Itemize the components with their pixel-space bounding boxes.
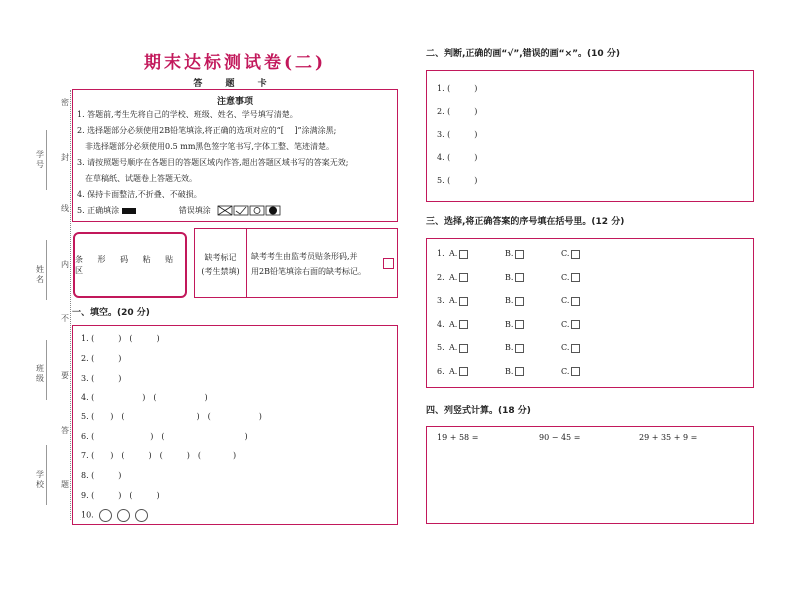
- name-label: 姓名: [36, 265, 44, 284]
- choice-option-label: A.: [449, 249, 458, 258]
- choice-checkbox[interactable]: [459, 320, 468, 329]
- choice-option-label: C.: [561, 343, 570, 352]
- calc-problem: 29 + 35 + 9 =: [639, 433, 698, 442]
- choice-option-label: A.: [449, 366, 458, 376]
- binding-char: 内: [61, 260, 69, 269]
- binding-line: [70, 90, 71, 520]
- school-label: 学校: [36, 470, 44, 489]
- choice-option-label: B.: [505, 249, 514, 258]
- choice-option-label: A.: [449, 296, 458, 305]
- wrong-fill-label: 错误填涂: [178, 206, 211, 215]
- choice-checkbox[interactable]: [515, 367, 524, 376]
- fill-item[interactable]: 4. ( ) ( ): [81, 393, 208, 402]
- notice-title: 注意事项: [216, 97, 253, 107]
- correct-fill-label: 5. 正确填涂: [77, 206, 120, 215]
- choice-option-label: C.: [561, 319, 570, 329]
- fill-item[interactable]: 9. ( ) ( ): [81, 491, 160, 500]
- choice-option[interactable]: [505, 249, 524, 259]
- choice-option[interactable]: [449, 296, 468, 306]
- fill-line: [46, 130, 47, 190]
- correct-fill-mark: [122, 208, 136, 214]
- choice-option-label: B.: [505, 272, 514, 282]
- page-subtitle: 答 题 卡: [193, 79, 277, 89]
- choice-checkbox[interactable]: [459, 344, 468, 353]
- judge-item[interactable]: 3. ( ): [437, 130, 478, 139]
- fill-line: [46, 340, 47, 400]
- choice-checkbox[interactable]: [515, 273, 524, 282]
- calc-problem: 19 + 58 =: [437, 433, 479, 442]
- fill-example-row: [73, 203, 397, 219]
- choice-option[interactable]: [449, 367, 468, 377]
- section3-answer-box: [426, 238, 754, 388]
- choice-row-number: 5.: [437, 343, 445, 352]
- judge-item[interactable]: 5. ( ): [437, 176, 478, 185]
- choice-checkbox[interactable]: [515, 320, 524, 329]
- choice-option-label: A.: [449, 343, 458, 352]
- absent-instruction: 用2B铅笔填涂右面的缺考标记。: [251, 267, 366, 276]
- page-title: 期末达标测试卷(二): [143, 53, 327, 73]
- choice-option[interactable]: [505, 343, 524, 353]
- notice-rule: 在草稿纸、试题卷上答题无效。: [77, 174, 197, 183]
- choice-row-number: 1.: [437, 249, 445, 258]
- class-label: 班级: [36, 364, 44, 383]
- student-id-label: 学号: [36, 150, 44, 169]
- choice-option[interactable]: [561, 249, 580, 259]
- fill-item[interactable]: 6. ( ) ( ): [81, 432, 248, 441]
- choice-option[interactable]: [505, 273, 524, 283]
- choice-option-label: B.: [505, 296, 514, 305]
- choice-checkbox[interactable]: [571, 344, 580, 353]
- notice-rule: 4. 保持卡面整洁,不折叠、不破损。: [77, 190, 202, 199]
- section2-title: 二、判断,正确的画“√”,错误的画“×”。(10 分): [426, 49, 620, 59]
- choice-option-label: B.: [505, 343, 514, 352]
- choice-option[interactable]: [561, 296, 580, 306]
- answer-circle[interactable]: [135, 509, 148, 522]
- fill-item[interactable]: 2. ( ): [81, 354, 122, 363]
- section4-answer-box: [426, 426, 754, 524]
- choice-checkbox[interactable]: [571, 250, 580, 259]
- choice-checkbox[interactable]: [571, 273, 580, 282]
- fill-item-10: [81, 509, 148, 522]
- choice-checkbox[interactable]: [571, 320, 580, 329]
- judge-item[interactable]: 1. ( ): [437, 84, 478, 93]
- notice-rule: 3. 请按照题号顺序在各题目的答题区域内作答,超出答题区域书写的答案无效;: [77, 158, 349, 167]
- choice-checkbox[interactable]: [571, 367, 580, 376]
- fill-item[interactable]: 1. ( ) ( ): [81, 334, 160, 343]
- notice-rule: 非选择题部分必须使用0.5 mm黑色签字笔书写,字体工整、笔迹清楚。: [77, 142, 334, 151]
- binding-char: 不: [61, 314, 69, 323]
- choice-option-label: A.: [449, 319, 458, 329]
- choice-checkbox[interactable]: [459, 297, 468, 306]
- choice-checkbox[interactable]: [459, 250, 468, 259]
- choice-option-label: A.: [449, 272, 458, 282]
- fill-item[interactable]: 3. ( ): [81, 374, 122, 383]
- choice-checkbox[interactable]: [459, 367, 468, 376]
- choice-option-label: C.: [561, 366, 570, 376]
- absent-mark-box: [194, 228, 398, 298]
- fill-item[interactable]: 8. ( ): [81, 471, 122, 480]
- choice-option-label: B.: [505, 366, 514, 376]
- choice-option[interactable]: [561, 273, 580, 283]
- fill-item[interactable]: 7. ( ) ( ) ( ) ( ): [81, 451, 237, 460]
- wrong-fill-marks-icon: [217, 205, 287, 217]
- notice-box: [72, 89, 398, 222]
- absent-checkbox[interactable]: [383, 258, 394, 269]
- choice-checkbox[interactable]: [459, 273, 468, 282]
- item-number: 10.: [81, 510, 94, 520]
- fill-item[interactable]: 5. ( ) ( ) ( ): [81, 412, 262, 421]
- binding-char: 要: [61, 371, 69, 380]
- choice-row-number: 6.: [437, 366, 445, 376]
- section4-title: 四、列竖式计算。(18 分): [426, 406, 531, 416]
- choice-checkbox[interactable]: [515, 344, 524, 353]
- choice-row-number: 4.: [437, 319, 445, 329]
- fill-line: [46, 240, 47, 300]
- choice-checkbox[interactable]: [515, 297, 524, 306]
- calc-problem: 90 − 45 =: [539, 433, 581, 442]
- choice-option[interactable]: [449, 320, 468, 330]
- binding-char: 封: [61, 153, 69, 162]
- choice-checkbox[interactable]: [515, 250, 524, 259]
- absent-sublabel: (考生禁填): [201, 267, 240, 276]
- judge-item[interactable]: 4. ( ): [437, 153, 478, 162]
- choice-option[interactable]: [449, 343, 468, 353]
- choice-option-label: B.: [505, 319, 514, 329]
- choice-option[interactable]: [505, 320, 524, 330]
- judge-item[interactable]: 2. ( ): [437, 107, 478, 116]
- choice-option[interactable]: [505, 367, 524, 377]
- binding-char: 线: [61, 204, 69, 213]
- choice-row-number: 2.: [437, 272, 445, 282]
- answer-circle[interactable]: [99, 509, 112, 522]
- section1-title: 一、填空。(20 分): [72, 308, 150, 318]
- choice-option-label: C.: [561, 272, 570, 282]
- absent-label: 缺考标记: [204, 253, 237, 262]
- answer-circle[interactable]: [117, 509, 130, 522]
- choice-checkbox[interactable]: [571, 297, 580, 306]
- notice-rule: 2. 选择题部分必须使用2B铅笔填涂,将正确的选项对应的“[ ]”涂满涂黑;: [77, 126, 337, 135]
- notice-rule: 1. 答题前,考生先将自己的学校、班级、姓名、学号填写清楚。: [77, 110, 298, 119]
- binding-char: 密: [61, 98, 69, 107]
- section1-answer-box: [72, 325, 398, 525]
- section2-answer-box: [426, 70, 754, 202]
- choice-row-number: 3.: [437, 296, 445, 305]
- binding-char: 答: [61, 426, 69, 435]
- choice-option-label: C.: [561, 249, 570, 258]
- choice-option[interactable]: [505, 296, 524, 306]
- choice-option[interactable]: [449, 273, 468, 283]
- choice-option-label: C.: [561, 296, 570, 305]
- choice-option[interactable]: [561, 343, 580, 353]
- choice-option[interactable]: [449, 249, 468, 259]
- binding-char: 题: [61, 480, 69, 489]
- fill-line: [46, 445, 47, 505]
- choice-option[interactable]: [561, 367, 580, 377]
- section3-title: 三、选择,将正确答案的序号填在括号里。(12 分): [426, 217, 625, 227]
- choice-option[interactable]: [561, 320, 580, 330]
- barcode-area: 条 形 码 粘 贴 区: [73, 232, 187, 298]
- absent-instruction: 缺考考生由监考员贴条形码,并: [251, 252, 358, 261]
